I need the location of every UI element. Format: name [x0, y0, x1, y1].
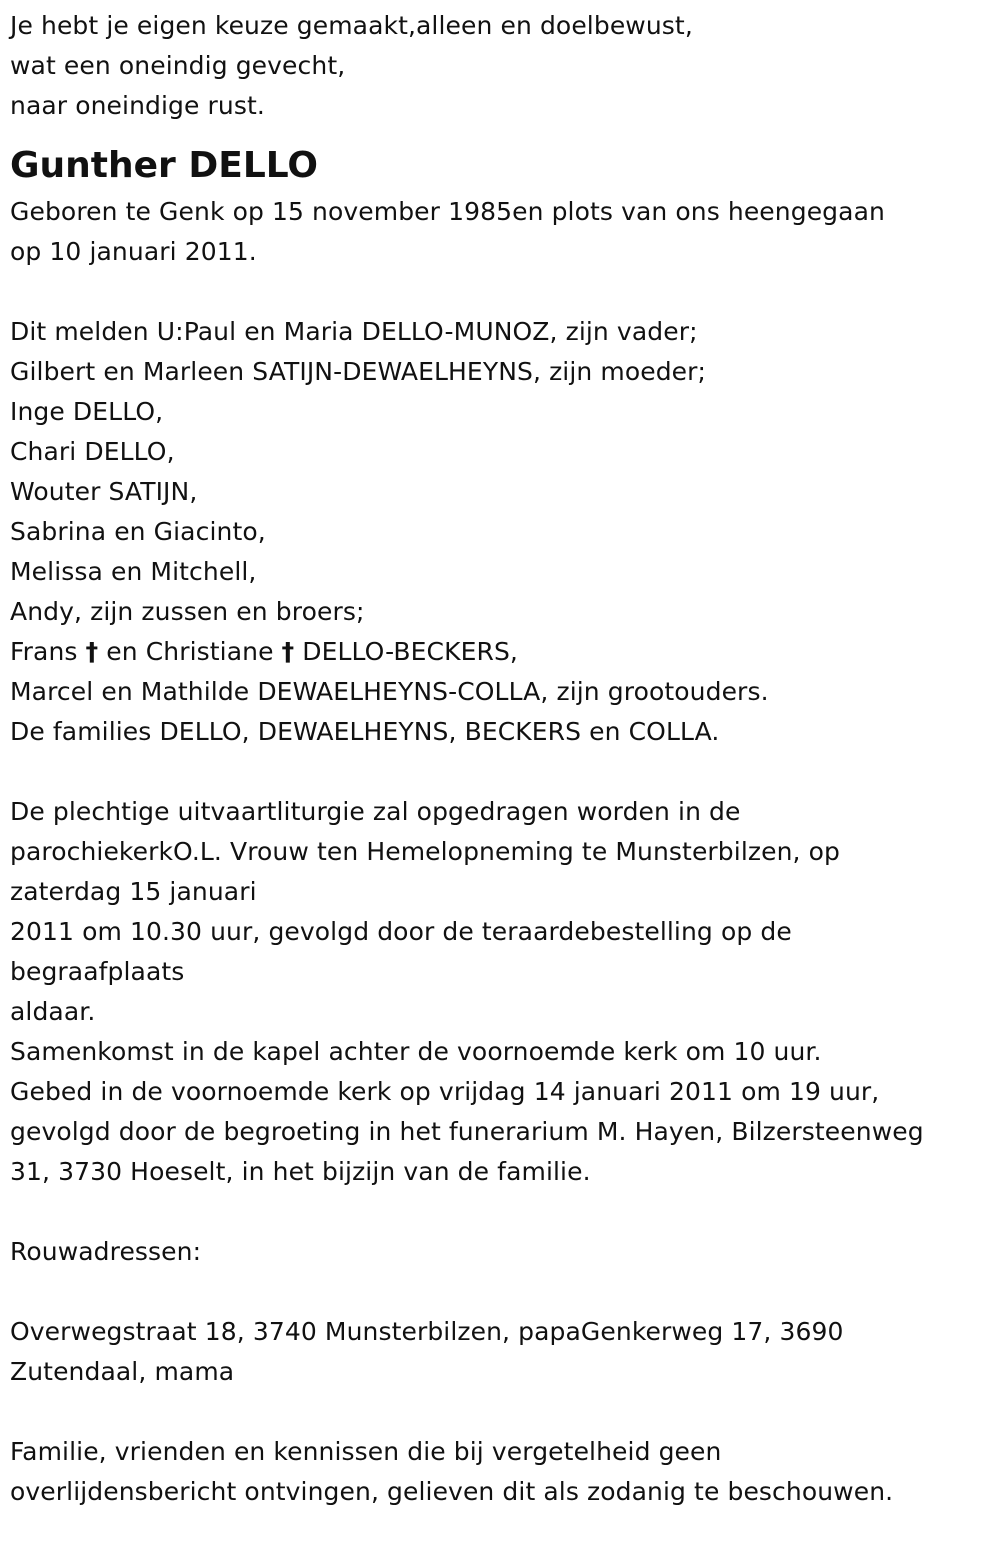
- family-line: Wouter SATIJN,: [10, 477, 198, 506]
- ceremony-line: begraafplaats: [10, 957, 185, 986]
- grandparent-name: en Christiane: [98, 637, 282, 666]
- ceremony-line: 2011 om 10.30 uur, gevolgd door de teraardebestelling op de: [10, 917, 792, 946]
- family-line: Marcel en Mathilde DEWAELHEYNS-COLLA, zijn grootouders.: [10, 677, 769, 706]
- closing-note: [10, 1432, 995, 1512]
- spacer: [10, 1272, 995, 1312]
- spacer: [10, 1192, 995, 1232]
- address-line: Zutendaal, mama: [10, 1357, 235, 1386]
- family-line: De families DELLO, DEWAELHEYNS, BECKERS en COLLA.: [10, 717, 720, 746]
- birth-line: Geboren te Genk op 15 november 1985en plots van ons heengegaan: [10, 197, 885, 226]
- family-line: Sabrina en Giacinto,: [10, 517, 266, 546]
- grandparent-name: Frans: [10, 637, 86, 666]
- mourning-addresses: [10, 1312, 995, 1392]
- grandparent-surname: DELLO-BECKERS,: [294, 637, 518, 666]
- family-line: Andy, zijn zussen en broers;: [10, 597, 365, 626]
- addresses-label: Rouwadressen:: [10, 1237, 202, 1266]
- ceremony-line: parochiekerkO.L. Vrouw ten Hemelopneming te Munsterbilzen, op: [10, 837, 840, 866]
- ceremony-line: aldaar.: [10, 997, 96, 1026]
- grandparents-line: [10, 632, 995, 672]
- closing-line: Familie, vrienden en kennissen die bij vergetelheid geen: [10, 1437, 722, 1466]
- family-line: Inge DELLO,: [10, 397, 164, 426]
- poem-line: naar oneindige rust.: [10, 91, 265, 120]
- family-line: Chari DELLO,: [10, 437, 175, 466]
- ceremony-details: [10, 792, 995, 1192]
- cross-icon: †: [85, 637, 99, 666]
- poem-line: wat een oneindig gevecht,: [10, 51, 346, 80]
- poem: [10, 6, 995, 126]
- birth-death-info: [10, 192, 995, 272]
- ceremony-line: Gebed in de voornoemde kerk op vrijdag 14 januari 2011 om 19 uur,: [10, 1077, 880, 1106]
- family-line: Melissa en Mitchell,: [10, 557, 257, 586]
- cross-icon: †: [281, 637, 295, 666]
- address-line: Overwegstraat 18, 3740 Munsterbilzen, papaGenkerweg 17, 3690: [10, 1317, 844, 1346]
- spacer: [10, 752, 995, 792]
- deceased-name: Gunther DELLO: [10, 145, 319, 186]
- poem-line: Je hebt je eigen keuze gemaakt,alleen en doelbewust,: [10, 11, 693, 40]
- family-list: [10, 312, 995, 752]
- family-line: Dit melden U:Paul en Maria DELLO-MUNOZ, zijn vader;: [10, 317, 698, 346]
- spacer: [10, 1392, 995, 1432]
- ceremony-line: zaterdag 15 januari: [10, 877, 257, 906]
- ceremony-line: gevolgd door de begroeting in het funerarium M. Hayen, Bilzersteenweg: [10, 1117, 924, 1146]
- death-line: op 10 januari 2011.: [10, 237, 257, 266]
- obituary-notice: [10, 6, 995, 1512]
- spacer: [10, 272, 995, 312]
- family-line: Gilbert en Marleen SATIJN-DEWAELHEYNS, zijn moeder;: [10, 357, 707, 386]
- ceremony-line: De plechtige uitvaartliturgie zal opgedragen worden in de: [10, 797, 741, 826]
- ceremony-line: 31, 3730 Hoeselt, in het bijzijn van de familie.: [10, 1157, 591, 1186]
- ceremony-line: Samenkomst in de kapel achter de voornoemde kerk om 10 uur.: [10, 1037, 822, 1066]
- closing-line: overlijdensbericht ontvingen, gelieven dit als zodanig te beschouwen.: [10, 1477, 894, 1506]
